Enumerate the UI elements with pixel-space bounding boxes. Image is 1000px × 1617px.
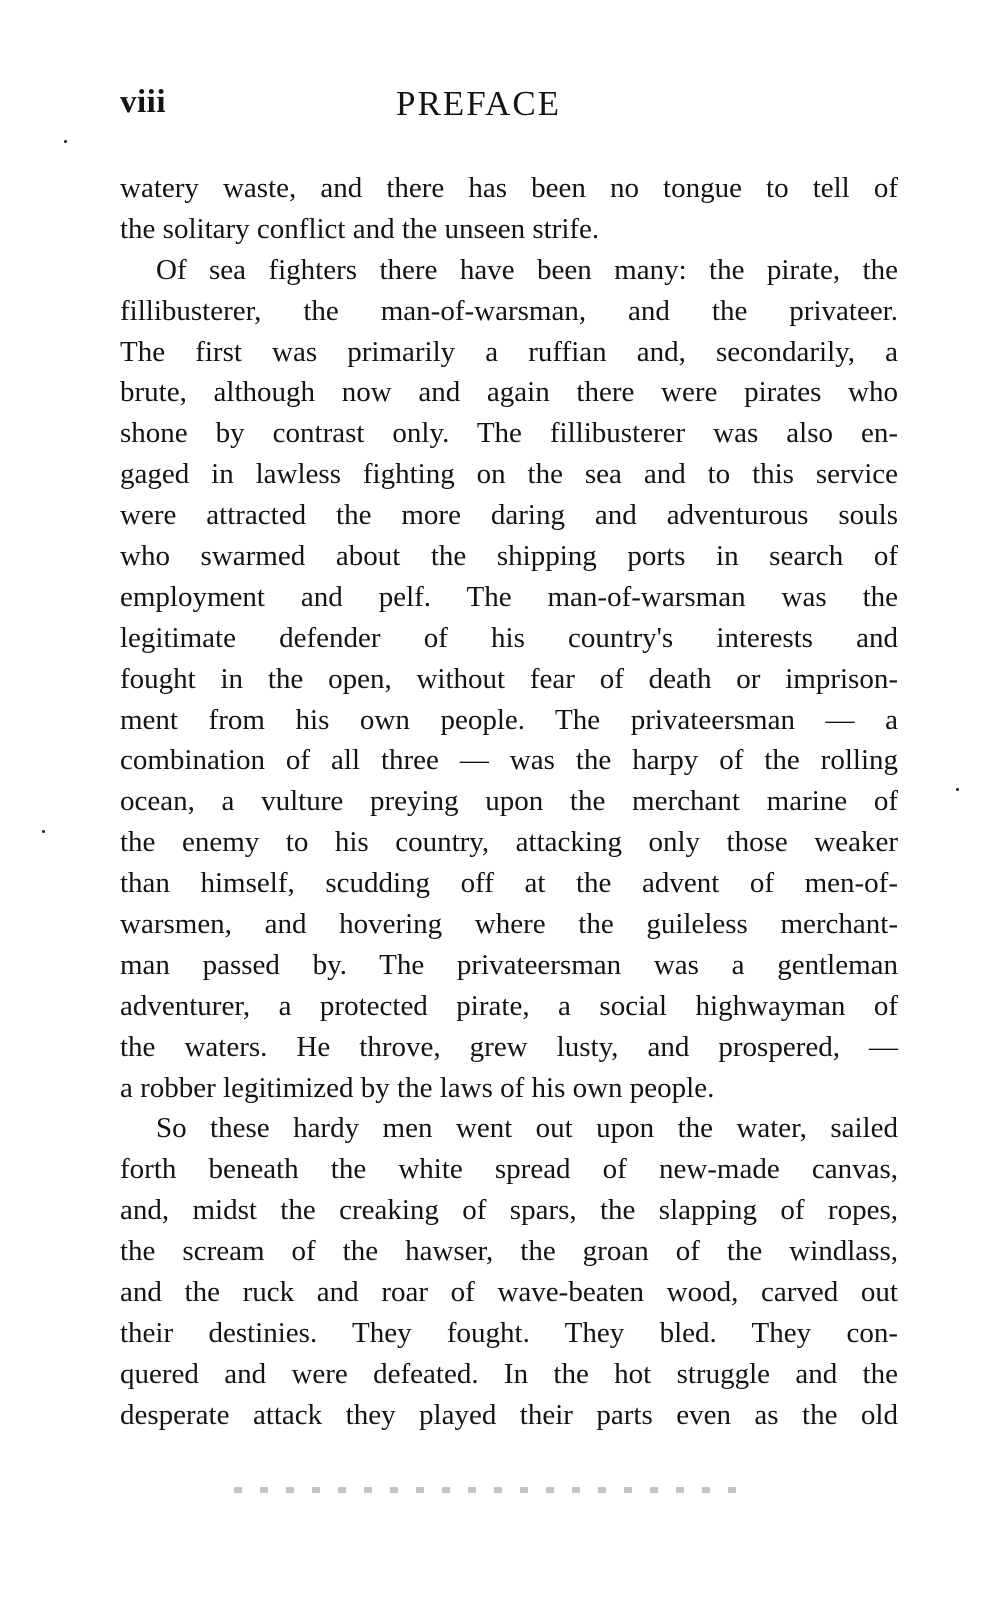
text-line: quered and were defeated. In the hot struggle and the xyxy=(120,1357,898,1390)
text-line: warsmen, and hovering where the guileless merchant- xyxy=(120,908,898,941)
text-line: the waters. He throve, grew lusty, and prospered, — xyxy=(120,1030,898,1063)
page-header xyxy=(120,84,900,134)
print-speck xyxy=(956,788,959,791)
page-number: viii xyxy=(120,84,167,120)
text-line: brute, although now and again there were pirates who xyxy=(120,376,898,409)
text-line: fought in the open, without fear of death or imprison- xyxy=(120,662,898,695)
text-line: their destinies. They fought. They bled. They con- xyxy=(120,1316,898,1349)
text-line: and, midst the creaking of spars, the slapping of ropes, xyxy=(120,1194,898,1227)
text-line: legitimate defender of his country's interests and xyxy=(120,621,898,654)
body-text xyxy=(120,168,898,1436)
text-line: desperate attack they played their parts even as the old xyxy=(120,1398,898,1431)
text-line: shone by contrast only. The fillibusterer was also en- xyxy=(120,417,898,450)
text-line: Of sea fighters there have been many: the pirate, the xyxy=(156,253,898,286)
text-line: ocean, a vulture preying upon the merchant marine of xyxy=(120,785,898,818)
text-line: than himself, scudding off at the advent of men-of- xyxy=(120,867,898,900)
text-line: gaged in lawless fighting on the sea and to this service xyxy=(120,458,898,491)
text-line: adventurer, a protected pirate, a social highwayman of xyxy=(120,989,898,1022)
text-line: combination of all three — was the harpy of the rolling xyxy=(120,744,898,777)
print-speck xyxy=(64,140,67,143)
footer-print-marks xyxy=(234,1487,744,1493)
text-line: were attracted the more daring and adventurous souls xyxy=(120,499,898,532)
text-line: So these hardy men went out upon the water, sailed xyxy=(156,1112,898,1145)
print-speck xyxy=(42,830,45,833)
text-line: a robber legitimized by the laws of his own people. xyxy=(120,1071,715,1104)
text-line: employment and pelf. The man-of-warsman was the xyxy=(120,580,898,613)
text-line: fillibusterer, the man-of-warsman, and the privateer. xyxy=(120,294,898,327)
text-line: the enemy to his country, attacking only those weaker xyxy=(120,826,898,859)
text-line: man passed by. The privateersman was a gentleman xyxy=(120,948,898,981)
text-line: the solitary conflict and the unseen strife. xyxy=(120,212,600,245)
text-line: and the ruck and roar of wave-beaten wood, carved out xyxy=(120,1276,898,1309)
text-line: forth beneath the white spread of new-made canvas, xyxy=(120,1153,898,1186)
text-line: ment from his own people. The privateersman — a xyxy=(120,703,898,736)
text-line: the scream of the hawser, the groan of the windlass, xyxy=(120,1235,898,1268)
text-line: watery waste, and there has been no tongue to tell of xyxy=(120,172,898,204)
running-head: PREFACE xyxy=(396,84,562,123)
text-line: The first was primarily a ruffian and, secondarily, a xyxy=(120,335,898,368)
text-line: who swarmed about the shipping ports in search of xyxy=(120,540,898,573)
